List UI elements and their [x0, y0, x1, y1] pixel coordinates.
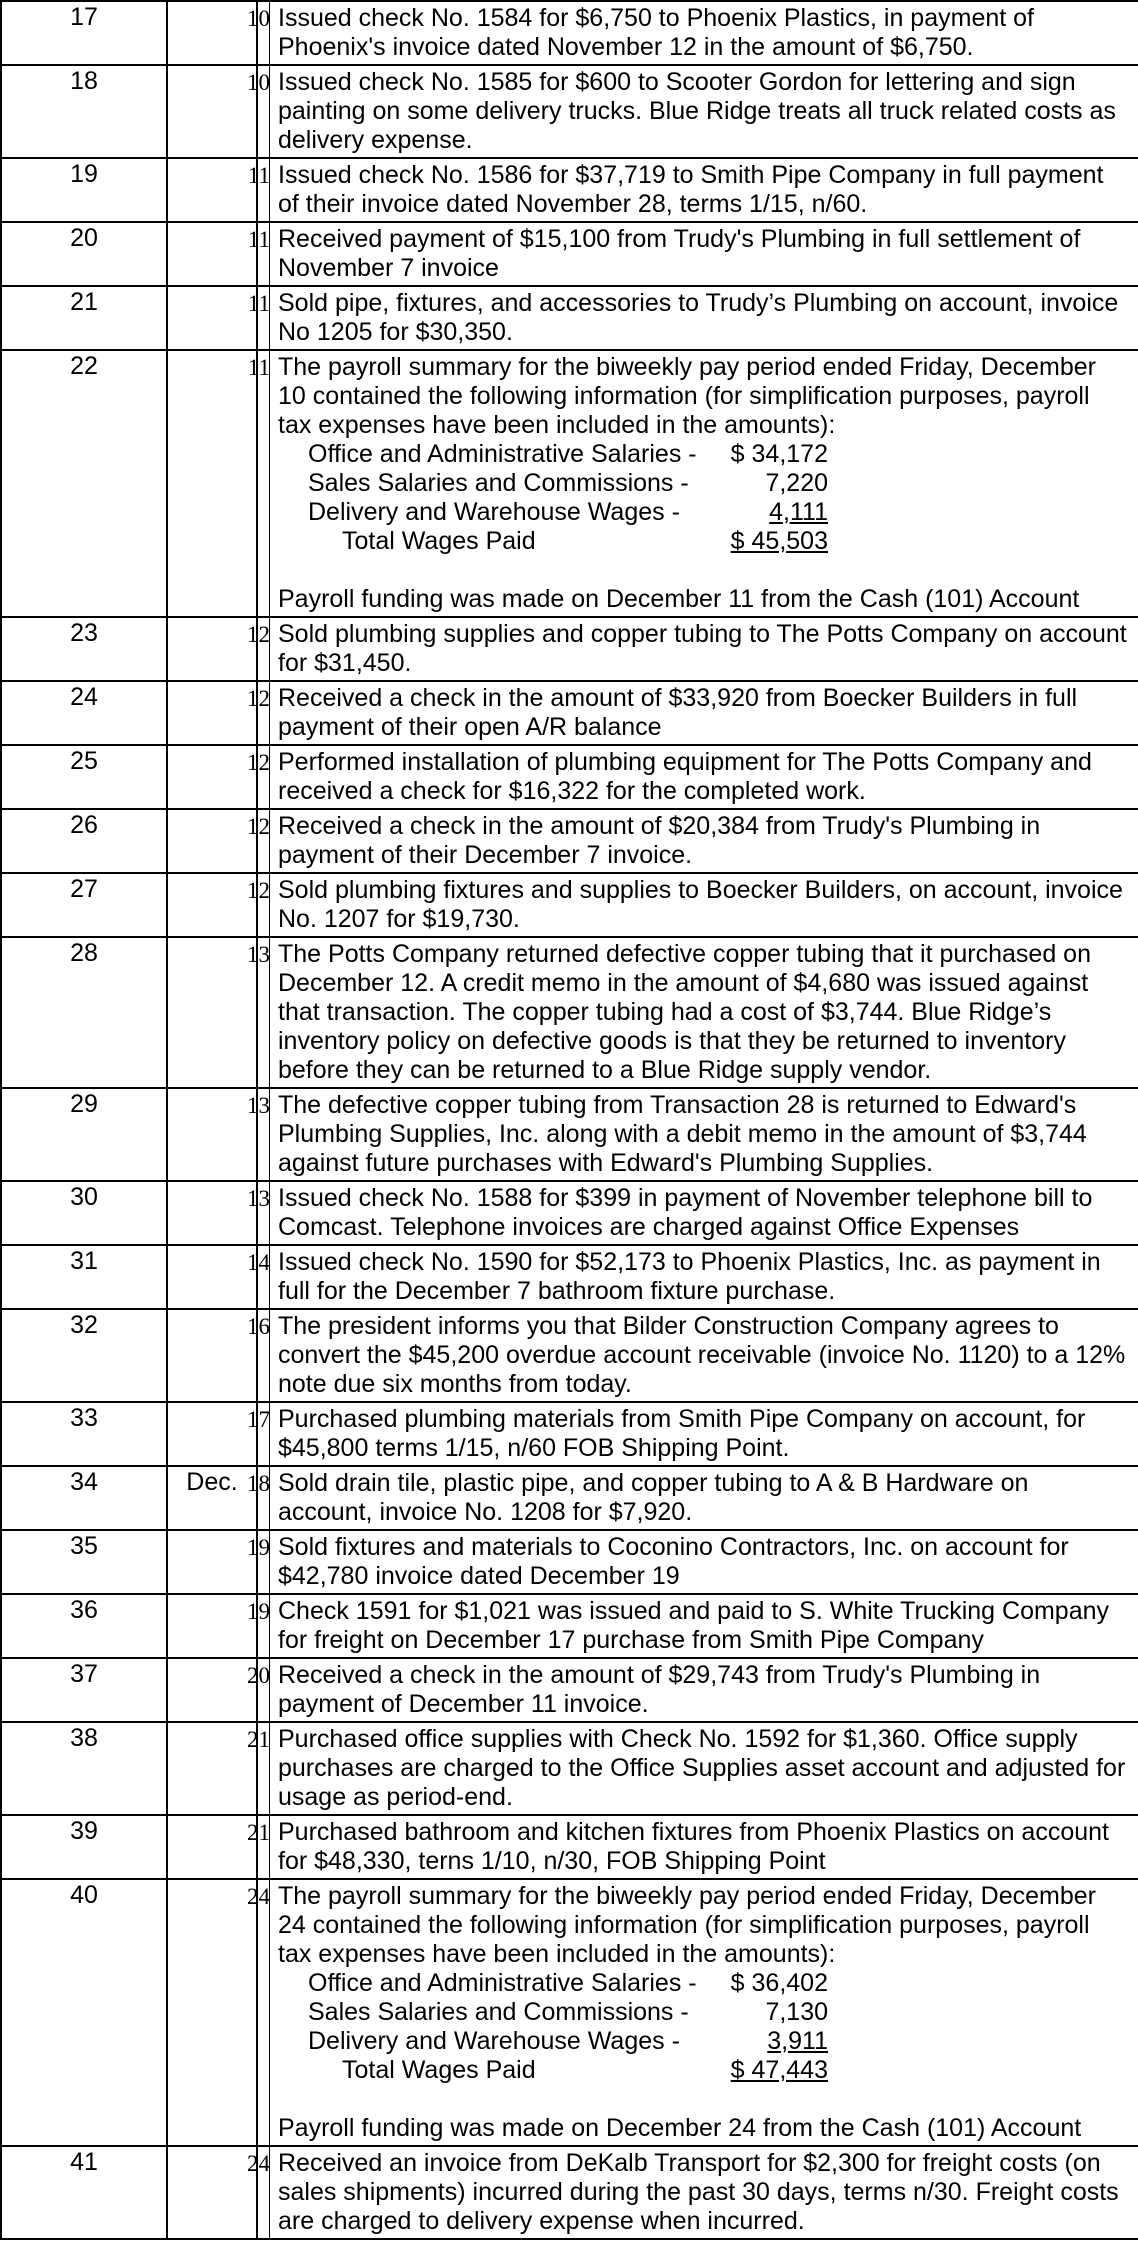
day-number: 14	[247, 1250, 270, 1275]
payroll-note: Payroll funding was made on December 24 from the Cash (101) Account	[278, 2114, 1082, 2142]
table-row	[2, 1880, 1138, 2147]
description-text: The payroll summary for the biweekly pay period ended Friday, December 24 contained the following information (for simplification purposes, payroll tax expenses have been included in the amounts):	[278, 1882, 1096, 1968]
day-divider	[258, 351, 270, 616]
month-label	[168, 1816, 256, 1817]
table-row	[2, 1723, 1138, 1816]
description-text: Issued check No. 1586 for $37,719 to Smith Pipe Company in full payment of their invoice dated November 28, terms 1/15, n/60.	[278, 161, 1104, 218]
transaction-number-cell	[2, 2, 168, 64]
transaction-number-cell	[2, 1246, 168, 1308]
day-number: 12	[247, 814, 270, 839]
month-cell	[168, 287, 258, 349]
month-label	[168, 2147, 256, 2148]
month-cell	[168, 682, 258, 744]
month-cell	[168, 1595, 258, 1657]
payroll-line	[308, 1998, 1128, 2027]
month-cell	[168, 810, 258, 872]
month-label	[168, 287, 256, 288]
day-number: 10	[247, 70, 270, 95]
description-text: Sold drain tile, plastic pipe, and copper tubing to A & B Hardware on account, invoice No. 1208 for $7,920.	[278, 1469, 1029, 1526]
description-text: Issued check No. 1584 for $6,750 to Phoenix Plastics, in payment of Phoenix's invoice dated November 12 in the amount of $6,750.	[278, 4, 1034, 61]
transaction-description	[272, 1880, 1134, 2145]
transaction-description	[272, 1467, 1134, 1529]
month-label	[168, 223, 256, 224]
payroll-amount	[728, 527, 828, 556]
transaction-description	[272, 1816, 1134, 1878]
transaction-number-cell	[2, 682, 168, 744]
table-row	[2, 1246, 1138, 1310]
month-label	[168, 1246, 256, 1247]
month-label	[168, 1182, 256, 1183]
table-row	[2, 938, 1138, 1089]
transaction-number: 30	[70, 1183, 98, 1211]
month-label	[168, 810, 256, 811]
transaction-number-cell	[2, 66, 168, 157]
transaction-description	[272, 1246, 1134, 1308]
description-text: Received a check in the amount of $29,743 from Trudy's Plumbing in payment of December 11 invoice.	[278, 1661, 1041, 1718]
transaction-number: 24	[70, 683, 98, 711]
day-number: 11	[247, 163, 270, 188]
transaction-description	[272, 2, 1134, 64]
payroll-amount-value: 7,130	[765, 1998, 828, 2026]
month-cell	[168, 2, 258, 64]
day-number: 11	[247, 227, 270, 252]
day-number: 18	[247, 1471, 270, 1496]
description-text: Purchased bathroom and kitchen fixtures from Phoenix Plastics on account for $48,330, terns 1/10, n/30, FOB Shipping Point	[278, 1818, 1109, 1875]
transaction-description	[272, 874, 1134, 936]
month-label	[168, 1089, 256, 1090]
month-cell	[168, 938, 258, 1087]
transaction-number-cell	[2, 287, 168, 349]
month-cell	[168, 1246, 258, 1308]
transaction-number-cell	[2, 1816, 168, 1878]
month-cell	[168, 1880, 258, 2145]
month-label	[168, 682, 256, 683]
description-text: Received a check in the amount of $20,384 from Trudy's Plumbing in payment of their December 7 invoice.	[278, 812, 1041, 869]
transaction-number-cell	[2, 223, 168, 285]
spacer	[278, 2085, 1128, 2114]
description-text: Received an invoice from DeKalb Transport for $2,300 for freight costs (on sales shipments) incurred during the past 30 days, terms n/30. Freight costs are charged to delivery expense when incurred.	[278, 2149, 1119, 2235]
description-text: Performed installation of plumbing equipment for The Potts Company and received a check for $16,322 for the completed work.	[278, 748, 1092, 805]
payroll-line	[308, 527, 1128, 556]
transaction-number: 32	[70, 1311, 98, 1339]
description-text: Sold plumbing fixtures and supplies to Boecker Builders, on account, invoice No. 1207 for $19,730.	[278, 876, 1123, 933]
description-text: Sold pipe, fixtures, and accessories to Trudy’s Plumbing on account, invoice No 1205 for $30,350.	[278, 289, 1119, 346]
description-text: The defective copper tubing from Transaction 28 is returned to Edward's Plumbing Supplies, Inc. along with a debit memo in the amount of $3,744 against future purchases with Edward's Plumbing Supplies.	[278, 1091, 1087, 1177]
month-cell	[168, 746, 258, 808]
transaction-number: 34	[70, 1468, 98, 1496]
transaction-number: 38	[70, 1724, 98, 1752]
description-text: Received payment of $15,100 from Trudy's Plumbing in full settlement of November 7 invoice	[278, 225, 1081, 282]
payroll-amount	[728, 498, 828, 527]
month-cell	[168, 1816, 258, 1878]
description-text: Purchased office supplies with Check No. 1592 for $1,360. Office supply purchases are charged to the Office Supplies asset account and adjusted for usage as period-end.	[278, 1725, 1126, 1811]
table-row	[2, 2, 1138, 66]
transaction-number-cell	[2, 1880, 168, 2145]
description-text: Issued check No. 1585 for $600 to Scooter Gordon for lettering and sign painting on some delivery trucks. Blue Ridge treats all truck related costs as delivery expense.	[278, 68, 1116, 154]
payroll-label: Delivery and Warehouse Wages -	[308, 498, 680, 526]
transaction-number: 26	[70, 811, 98, 839]
transaction-description	[272, 1723, 1134, 1814]
payroll-amount	[728, 2056, 828, 2085]
transaction-number: 28	[70, 939, 98, 967]
month-cell	[168, 2147, 258, 2238]
payroll-amount-value: 4,111	[769, 498, 828, 526]
transaction-number-cell	[2, 1403, 168, 1465]
month-label	[168, 159, 256, 160]
table-row	[2, 1089, 1138, 1182]
table-row	[2, 351, 1138, 618]
transaction-number: 41	[70, 2148, 98, 2176]
payroll-line	[308, 1969, 1128, 1998]
day-number: 10	[247, 6, 270, 31]
day-number: 11	[247, 291, 270, 316]
description-text: Sold plumbing supplies and copper tubing to The Potts Company on account for $31,450.	[278, 620, 1127, 677]
table-row	[2, 1659, 1138, 1723]
description-text: The payroll summary for the biweekly pay period ended Friday, December 10 contained the following information (for simplification purposes, payroll tax expenses have been included in the amounts):	[278, 353, 1096, 439]
day-number: 19	[247, 1535, 270, 1560]
description-text: Issued check No. 1588 for $399 in payment of November telephone bill to Comcast. Telephone invoices are charged against Office Expenses	[278, 1184, 1093, 1241]
transaction-number: 21	[70, 288, 98, 316]
transaction-description	[272, 1182, 1134, 1244]
payroll-label: Total Wages Paid	[342, 527, 536, 555]
table-row	[2, 66, 1138, 159]
month-label	[168, 1595, 256, 1596]
payroll-note: Payroll funding was made on December 11 from the Cash (101) Account	[278, 585, 1080, 613]
payroll-label: Sales Salaries and Commissions -	[308, 469, 689, 497]
payroll-line	[308, 2056, 1128, 2085]
transaction-number: 17	[70, 3, 98, 31]
transaction-description	[272, 1531, 1134, 1593]
day-number: 12	[247, 622, 270, 647]
month-label	[168, 1531, 256, 1532]
table-row	[2, 223, 1138, 287]
month-cell	[168, 874, 258, 936]
day-number: 24	[247, 2151, 270, 2176]
payroll-amount	[728, 469, 828, 498]
day-number: 21	[247, 1820, 270, 1845]
day-number: 12	[247, 750, 270, 775]
transaction-description	[272, 1310, 1134, 1401]
month-label	[168, 874, 256, 875]
payroll-label: Total Wages Paid	[342, 2056, 536, 2084]
transaction-description	[272, 746, 1134, 808]
month-label	[168, 1723, 256, 1724]
day-number: 13	[247, 1093, 270, 1118]
payroll-amount	[728, 2027, 828, 2056]
transaction-number: 20	[70, 224, 98, 252]
payroll-label: Office and Administrative Salaries -	[308, 1969, 697, 1997]
table-row	[2, 1531, 1138, 1595]
table-row	[2, 1816, 1138, 1880]
day-number: 20	[247, 1663, 270, 1688]
transaction-description	[272, 810, 1134, 872]
payroll-amount-value: 7,220	[765, 469, 828, 497]
payroll-label: Sales Salaries and Commissions -	[308, 1998, 689, 2026]
table-row	[2, 682, 1138, 746]
payroll-line	[308, 469, 1128, 498]
payroll-amount-value: $ 36,402	[730, 1969, 828, 1997]
month-label	[168, 1310, 256, 1311]
day-divider	[258, 1880, 270, 2145]
month-label	[168, 1880, 256, 1881]
transaction-number: 37	[70, 1660, 98, 1688]
table-row	[2, 1403, 1138, 1467]
month-cell	[168, 1310, 258, 1401]
day-number: 13	[247, 1186, 270, 1211]
transaction-description	[272, 938, 1134, 1087]
transaction-number-cell	[2, 2147, 168, 2238]
description-text: Received a check in the amount of $33,920 from Boecker Builders in full payment of their open A/R balance	[278, 684, 1078, 741]
transaction-description	[272, 1089, 1134, 1180]
payroll-summary	[308, 440, 1128, 556]
transaction-description	[272, 223, 1134, 285]
transaction-number: 27	[70, 875, 98, 903]
month-label	[168, 66, 256, 67]
month-cell	[168, 618, 258, 680]
table-row	[2, 618, 1138, 682]
transaction-number-cell	[2, 351, 168, 616]
month-cell	[168, 1089, 258, 1180]
payroll-amount-value: $ 34,172	[730, 440, 828, 468]
transaction-number: 36	[70, 1596, 98, 1624]
month-label	[168, 1659, 256, 1660]
payroll-amount-value: $ 47,443	[730, 2056, 828, 2084]
table-row	[2, 287, 1138, 351]
payroll-line	[308, 498, 1128, 527]
payroll-line	[308, 2027, 1128, 2056]
payroll-line	[308, 440, 1128, 469]
month-cell	[168, 1723, 258, 1814]
transaction-number: 31	[70, 1247, 98, 1275]
transaction-number-cell	[2, 746, 168, 808]
day-number: 12	[247, 878, 270, 903]
transaction-number-cell	[2, 1531, 168, 1593]
transaction-description	[272, 1659, 1134, 1721]
payroll-amount-value: 3,911	[767, 2027, 828, 2055]
day-number: 21	[247, 1727, 270, 1752]
day-number: 24	[247, 1884, 270, 1909]
month-label	[168, 351, 256, 352]
transaction-number: 39	[70, 1817, 98, 1845]
day-number: 16	[247, 1314, 270, 1339]
payroll-label: Office and Administrative Salaries -	[308, 440, 697, 468]
description-text: Sold fixtures and materials to Coconino Contractors, Inc. on account for $42,780 invoice dated December 19	[278, 1533, 1069, 1590]
payroll-summary	[308, 1969, 1128, 2085]
transaction-number: 18	[70, 67, 98, 95]
transaction-number-cell	[2, 1595, 168, 1657]
description-text: Issued check No. 1590 for $52,173 to Phoenix Plastics, Inc. as payment in full for the December 7 bathroom fixture purchase.	[278, 1248, 1101, 1305]
day-number: 12	[247, 686, 270, 711]
transaction-description	[272, 2147, 1134, 2238]
month-cell	[168, 351, 258, 616]
transaction-description	[272, 66, 1134, 157]
payroll-amount	[728, 1969, 828, 1998]
transaction-number-cell	[2, 159, 168, 221]
month-cell	[168, 223, 258, 285]
payroll-amount-value: $ 45,503	[730, 527, 828, 555]
month-cell	[168, 1467, 258, 1529]
payroll-amount	[728, 1998, 828, 2027]
description-text: The president informs you that Bilder Construction Company agrees to convert the $45,200 overdue account receivable (invoice No. 1120) to a 12% note due six months from today.	[278, 1312, 1126, 1398]
month-cell	[168, 1659, 258, 1721]
month-label: Dec.	[186, 1468, 238, 1496]
transaction-number-cell	[2, 938, 168, 1087]
transaction-description	[272, 351, 1134, 616]
month-label	[168, 746, 256, 747]
table-row	[2, 810, 1138, 874]
day-number: 17	[247, 1407, 270, 1432]
transaction-number: 33	[70, 1404, 98, 1432]
transaction-description	[272, 1595, 1134, 1657]
month-cell	[168, 159, 258, 221]
table-row	[2, 1182, 1138, 1246]
transaction-number: 35	[70, 1532, 98, 1560]
transaction-number: 40	[70, 1881, 98, 1909]
transaction-number-cell	[2, 810, 168, 872]
month-label	[168, 2, 256, 3]
transaction-description	[272, 159, 1134, 221]
month-label	[168, 938, 256, 939]
transaction-number-cell	[2, 1723, 168, 1814]
table-row	[2, 1467, 1138, 1531]
transaction-number: 19	[70, 160, 98, 188]
transaction-number-cell	[2, 1089, 168, 1180]
payroll-amount	[728, 440, 828, 469]
transaction-number: 23	[70, 619, 98, 647]
month-cell	[168, 1182, 258, 1244]
description-text: The Potts Company returned defective copper tubing that it purchased on December 12. A credit memo in the amount of $4,680 was issued against that transaction. The copper tubing had a cost of $3,744. Blue Ridge’s inventory policy on defective goods is that they be returned to inventory before they can be returned to a Blue Ridge supply vendor.	[278, 940, 1091, 1084]
transaction-description	[272, 287, 1134, 349]
transaction-number: 25	[70, 747, 98, 775]
payroll-label: Delivery and Warehouse Wages -	[308, 2027, 680, 2055]
table-row	[2, 874, 1138, 938]
transaction-description	[272, 682, 1134, 744]
month-cell	[168, 1531, 258, 1593]
table-row	[2, 1310, 1138, 1403]
transaction-number: 29	[70, 1090, 98, 1118]
day-number: 11	[247, 355, 270, 380]
transaction-number-cell	[2, 874, 168, 936]
day-number: 13	[247, 942, 270, 967]
transaction-number-cell	[2, 1659, 168, 1721]
description-text: Check 1591 for $1,021 was issued and paid to S. White Trucking Company for freight on December 17 purchase from Smith Pipe Company	[278, 1597, 1110, 1654]
transaction-number-cell	[2, 1310, 168, 1401]
month-label	[168, 618, 256, 619]
table-row	[2, 159, 1138, 223]
table-row	[2, 1595, 1138, 1659]
transaction-number-cell	[2, 1182, 168, 1244]
description-text: Purchased plumbing materials from Smith Pipe Company on account, for $45,800 terms 1/15, n/60 FOB Shipping Point.	[278, 1405, 1086, 1462]
month-cell	[168, 66, 258, 157]
spacer	[278, 556, 1128, 585]
transaction-number: 22	[70, 352, 98, 380]
month-cell	[168, 1403, 258, 1465]
table-row	[2, 746, 1138, 810]
month-label	[168, 1403, 256, 1404]
transaction-number-cell	[2, 618, 168, 680]
transaction-description	[272, 618, 1134, 680]
table-row	[2, 2147, 1138, 2240]
transaction-number-cell	[2, 1467, 168, 1529]
transaction-description	[272, 1403, 1134, 1465]
day-number: 19	[247, 1599, 270, 1624]
